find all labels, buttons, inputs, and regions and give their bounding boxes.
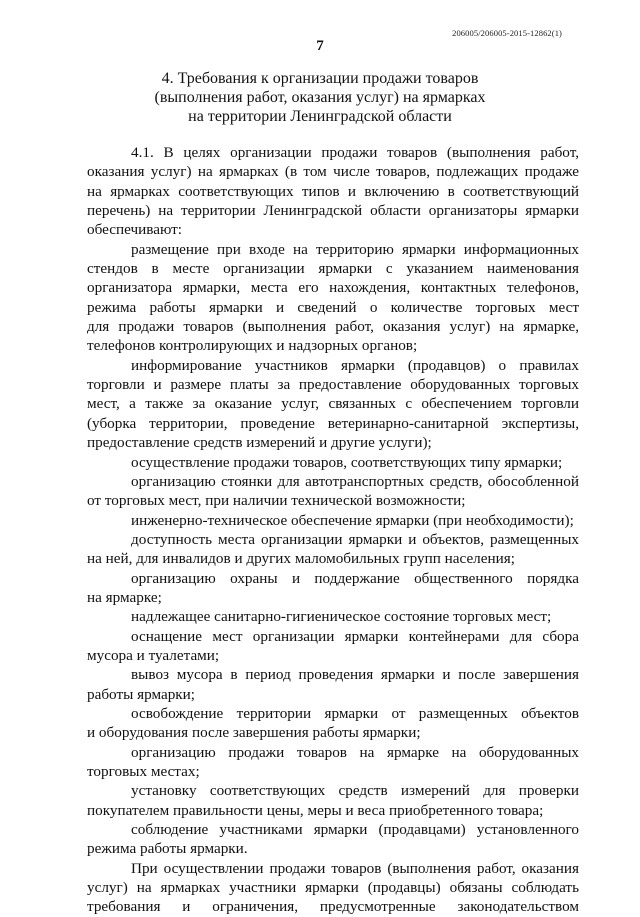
paragraph [87, 356, 579, 453]
paragraph [87, 781, 579, 820]
section-title-line-3: на территории Ленинградской области [188, 108, 452, 125]
paragraph-line: от торговых мест, при наличии технической возможности; [87, 492, 466, 510]
paragraph-line: (уборка территории, проведение ветеринарно-санитарной экспертизы, [87, 414, 579, 432]
paragraph-line: мусора и туалетами; [87, 646, 220, 664]
paragraph-line: организацию стоянки для автотранспортных средств, обособленной [131, 472, 579, 490]
paragraph-line: размещение при входе на территорию ярмарки информационных [131, 240, 579, 258]
paragraph-line: соблюдение участниками ярмарки (продавцами) установленного [131, 821, 579, 839]
paragraph [87, 607, 579, 626]
paragraph [87, 569, 579, 608]
paragraph-line: перечень) на территории Ленинградской области организаторы ярмарки [87, 202, 579, 220]
page-number: 7 [316, 38, 324, 54]
paragraph-line: требования и ограничения, предусмотренные законодательством [87, 898, 579, 916]
paragraph-line: организацию продажи товаров на ярмарке на оборудованных [131, 743, 579, 761]
paragraph [87, 820, 579, 859]
paragraph [87, 665, 579, 704]
paragraph-line: услуг) на ярмарках участники ярмарки (продавцы) обязаны соблюдать [87, 879, 579, 897]
paragraph-line: торговли и размере платы за предоставление оборудованных торговых [87, 376, 579, 394]
paragraph [87, 240, 579, 356]
paragraph-line: доступность места организации ярмарки и объектов, размещенных [131, 530, 579, 548]
section-title-line-2: (выполнения работ, оказания услуг) на ярмарках [154, 89, 486, 106]
paragraph-line: и оборудования после завершения работы ярмарки; [87, 724, 421, 742]
paragraph-line: 4.1. В целях организации продажи товаров (выполнения работ, [131, 144, 579, 161]
document-id: 206005/206005-2015-12862(1) [452, 28, 562, 38]
paragraph [87, 143, 579, 240]
paragraph-line: мест, а также за оказание услуг, связанных с обеспечением торговли [87, 395, 579, 413]
paragraph-line: покупателем правильности цены, меры и веса приобретенного товара; [87, 801, 544, 819]
section-title [100, 69, 540, 126]
paragraph-line: оснащение мест организации ярмарки контейнерами для сбора [131, 627, 579, 645]
document-body [87, 143, 579, 917]
paragraph [87, 704, 579, 743]
paragraph-line: оказания услуг) на ярмарках (в том числе товаров, подлежащих продаже [87, 163, 579, 181]
section-title-line-1: 4. Требования к организации продажи товаров [161, 70, 479, 87]
paragraph-line: для продажи товаров (выполнения работ, оказания услуг) на ярмарке, [87, 318, 579, 336]
paragraph-line: обеспечивают: [87, 221, 182, 239]
paragraph-line: инженерно-техническое обеспечение ярмарки (при необходимости); [131, 511, 574, 529]
paragraph-line: организатора ярмарки, места его нахождения, контактных телефонов, [87, 279, 579, 297]
paragraph-line: установку соответствующих средств измерений для проверки [131, 782, 579, 800]
paragraph [87, 453, 579, 472]
paragraph-line: информирование участников ярмарки (продавцов) о правилах [131, 356, 579, 374]
paragraph [87, 859, 579, 917]
paragraph-line: стендов в месте организации ярмарки с указанием наименования [87, 260, 579, 278]
paragraph-line: надлежащее санитарно-гигиеническое состояние торговых мест; [131, 608, 552, 626]
paragraph-line: предоставление средств измерений и другие услуги); [87, 434, 432, 452]
paragraph-line: вывоз мусора в период проведения ярмарки и после завершения [131, 666, 579, 684]
paragraph-line: При осуществлении продажи товаров (выполнения работ, оказания [131, 859, 579, 877]
paragraph-line: осуществление продажи товаров, соответствующих типу ярмарки; [131, 453, 563, 471]
paragraph-line: на ярмарке; [87, 588, 162, 606]
paragraph [87, 743, 579, 782]
paragraph [87, 511, 579, 530]
paragraph-line: на ярмарках соответствующих типов и включению в соответствующий [87, 182, 579, 200]
paragraph-line: освобождение территории ярмарки от размещенных объектов [131, 704, 579, 722]
paragraph-line: режима работы ярмарки. [87, 840, 248, 858]
paragraph-line: организацию охраны и поддержание общественного порядка [131, 569, 579, 587]
paragraph-line: торговых местах; [87, 763, 200, 780]
paragraph [87, 472, 579, 511]
paragraph [87, 530, 579, 569]
paragraph-line: режима работы ярмарки и сведений о количестве торговых мест [87, 298, 579, 316]
paragraph-line: телефонов контролирующих и надзорных органов; [87, 337, 418, 355]
paragraph-line: на ней, для инвалидов и других маломобильных групп населения; [87, 550, 515, 568]
paragraph-line: работы ярмарки; [87, 685, 196, 703]
paragraph [87, 627, 579, 666]
